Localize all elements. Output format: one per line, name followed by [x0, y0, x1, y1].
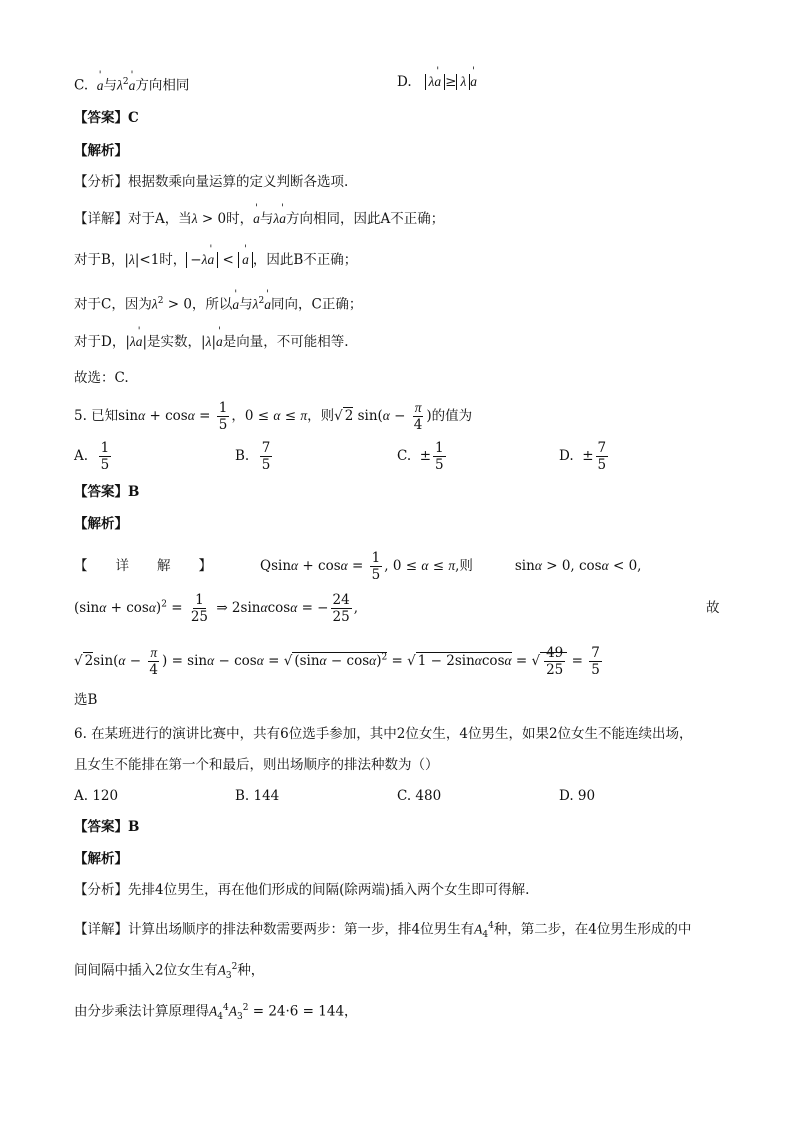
- q6-option-b: B. 144: [235, 788, 280, 804]
- q6-option-a: A. 120: [74, 788, 119, 804]
- q5-answer: 【答案】B: [74, 484, 140, 500]
- q4-answer: 【答案】C: [74, 110, 139, 126]
- q4-detail-c: 对于C，因为$\lambda^2 > 0$，所以' a与$\lambda^2'$ a同向，C正确；: [74, 291, 362, 315]
- q4-option-d: D. λ' a ≥ λ' a: [397, 72, 477, 92]
- q4-analysis-heading: 【解析】: [74, 143, 128, 159]
- q6-analysis-heading: 【解析】: [74, 851, 128, 867]
- q6-detail-3: 由分步乘法计算原理得$A_4^4A_3^2 = 24\cdot 6 = 144$，: [74, 1003, 358, 1023]
- q6-option-c: C. 480: [397, 788, 442, 804]
- q4-detail-d: 对于D，|λ' a|是实数，|λ|' a是向量，不可能相等.: [74, 332, 349, 352]
- q4-option-c: C. ' a与$\lambda^2'$ a方向相同: [74, 72, 189, 96]
- q6-stem-line-2: 且女生不能排在第一个和最后，则出场顺序的排法种数为（）: [74, 757, 439, 773]
- q6-answer: 【答案】B: [74, 819, 140, 835]
- q5-option-c: C. ± $\frac{1}{5}$: [397, 440, 444, 473]
- q5-detail-2: $(\sin\alpha + \cos\alpha)^2$ = $\frac{1}{25}$ ⇒ 2sinαcosα = − $\frac{24}{25}$ , 故: [74, 592, 720, 625]
- q4-detail-a: 【详解】对于A，当λ > 0时，' a与λ' a方向相同，因此A不正确；: [74, 209, 444, 229]
- q6-detail-1: 【详解】计算出场顺序的排法种数需要两步：第一步，排4位男生有$A_4^4$种，第二步，在4位男生形成的中: [74, 921, 692, 941]
- q6-option-d: D. 90: [559, 788, 596, 804]
- q5-choice: 选B: [74, 692, 98, 708]
- q5-analysis-heading: 【解析】: [74, 516, 128, 532]
- q4-detail-b: 对于B，|λ|<1时， −λ' a < ' a ，因此B不正确；: [74, 250, 357, 270]
- q5-detail-3: √ 2sin(α − $\frac{\pi}{4}$ ) = sinα − cosα = √ $(\sin\alpha - \cos\alpha)^2$ = √ 1 − 2sinαcosα = √ $\frac{49}{25}$ = $\frac{7}{5}$: [74, 645, 600, 678]
- q5-stem: 5. 已知sinα + cosα = $\frac{1}{5}$ ，0 ≤ α ≤ π，则√ 2 sin(α − $\frac{\pi}{4}$ )的值为: [74, 400, 473, 433]
- q6-stem-line-1: 6. 在某班进行的演讲比赛中，共有6位选手参加，其中2位女生，4位男生，如果2位女生不能连续出场，: [74, 726, 693, 742]
- q5-option-a: A. $\frac{1}{5}$: [74, 440, 110, 473]
- q5-detail-1: 【详解】 Qsinα + cosα = $\frac{1}{5}$ , 0 ≤ α ≤ π,则 sinα > 0, cosα < 0,: [74, 550, 642, 583]
- q5-option-b: B. $\frac{7}{5}$: [235, 440, 271, 473]
- q6-detail-2: 间间隔中插入2位女生有$A_3^2$种，: [74, 962, 265, 982]
- q4-analysis: 【分析】根据数乘向量运算的定义判断各选项.: [74, 174, 349, 190]
- q4-choice: 故选：C.: [74, 370, 129, 386]
- q6-analysis: 【分析】先排4位男生，再在他们形成的间隔(除两端)插入两个女生即可得解.: [74, 882, 530, 898]
- q5-option-d: D. ± $\frac{7}{5}$: [559, 440, 607, 473]
